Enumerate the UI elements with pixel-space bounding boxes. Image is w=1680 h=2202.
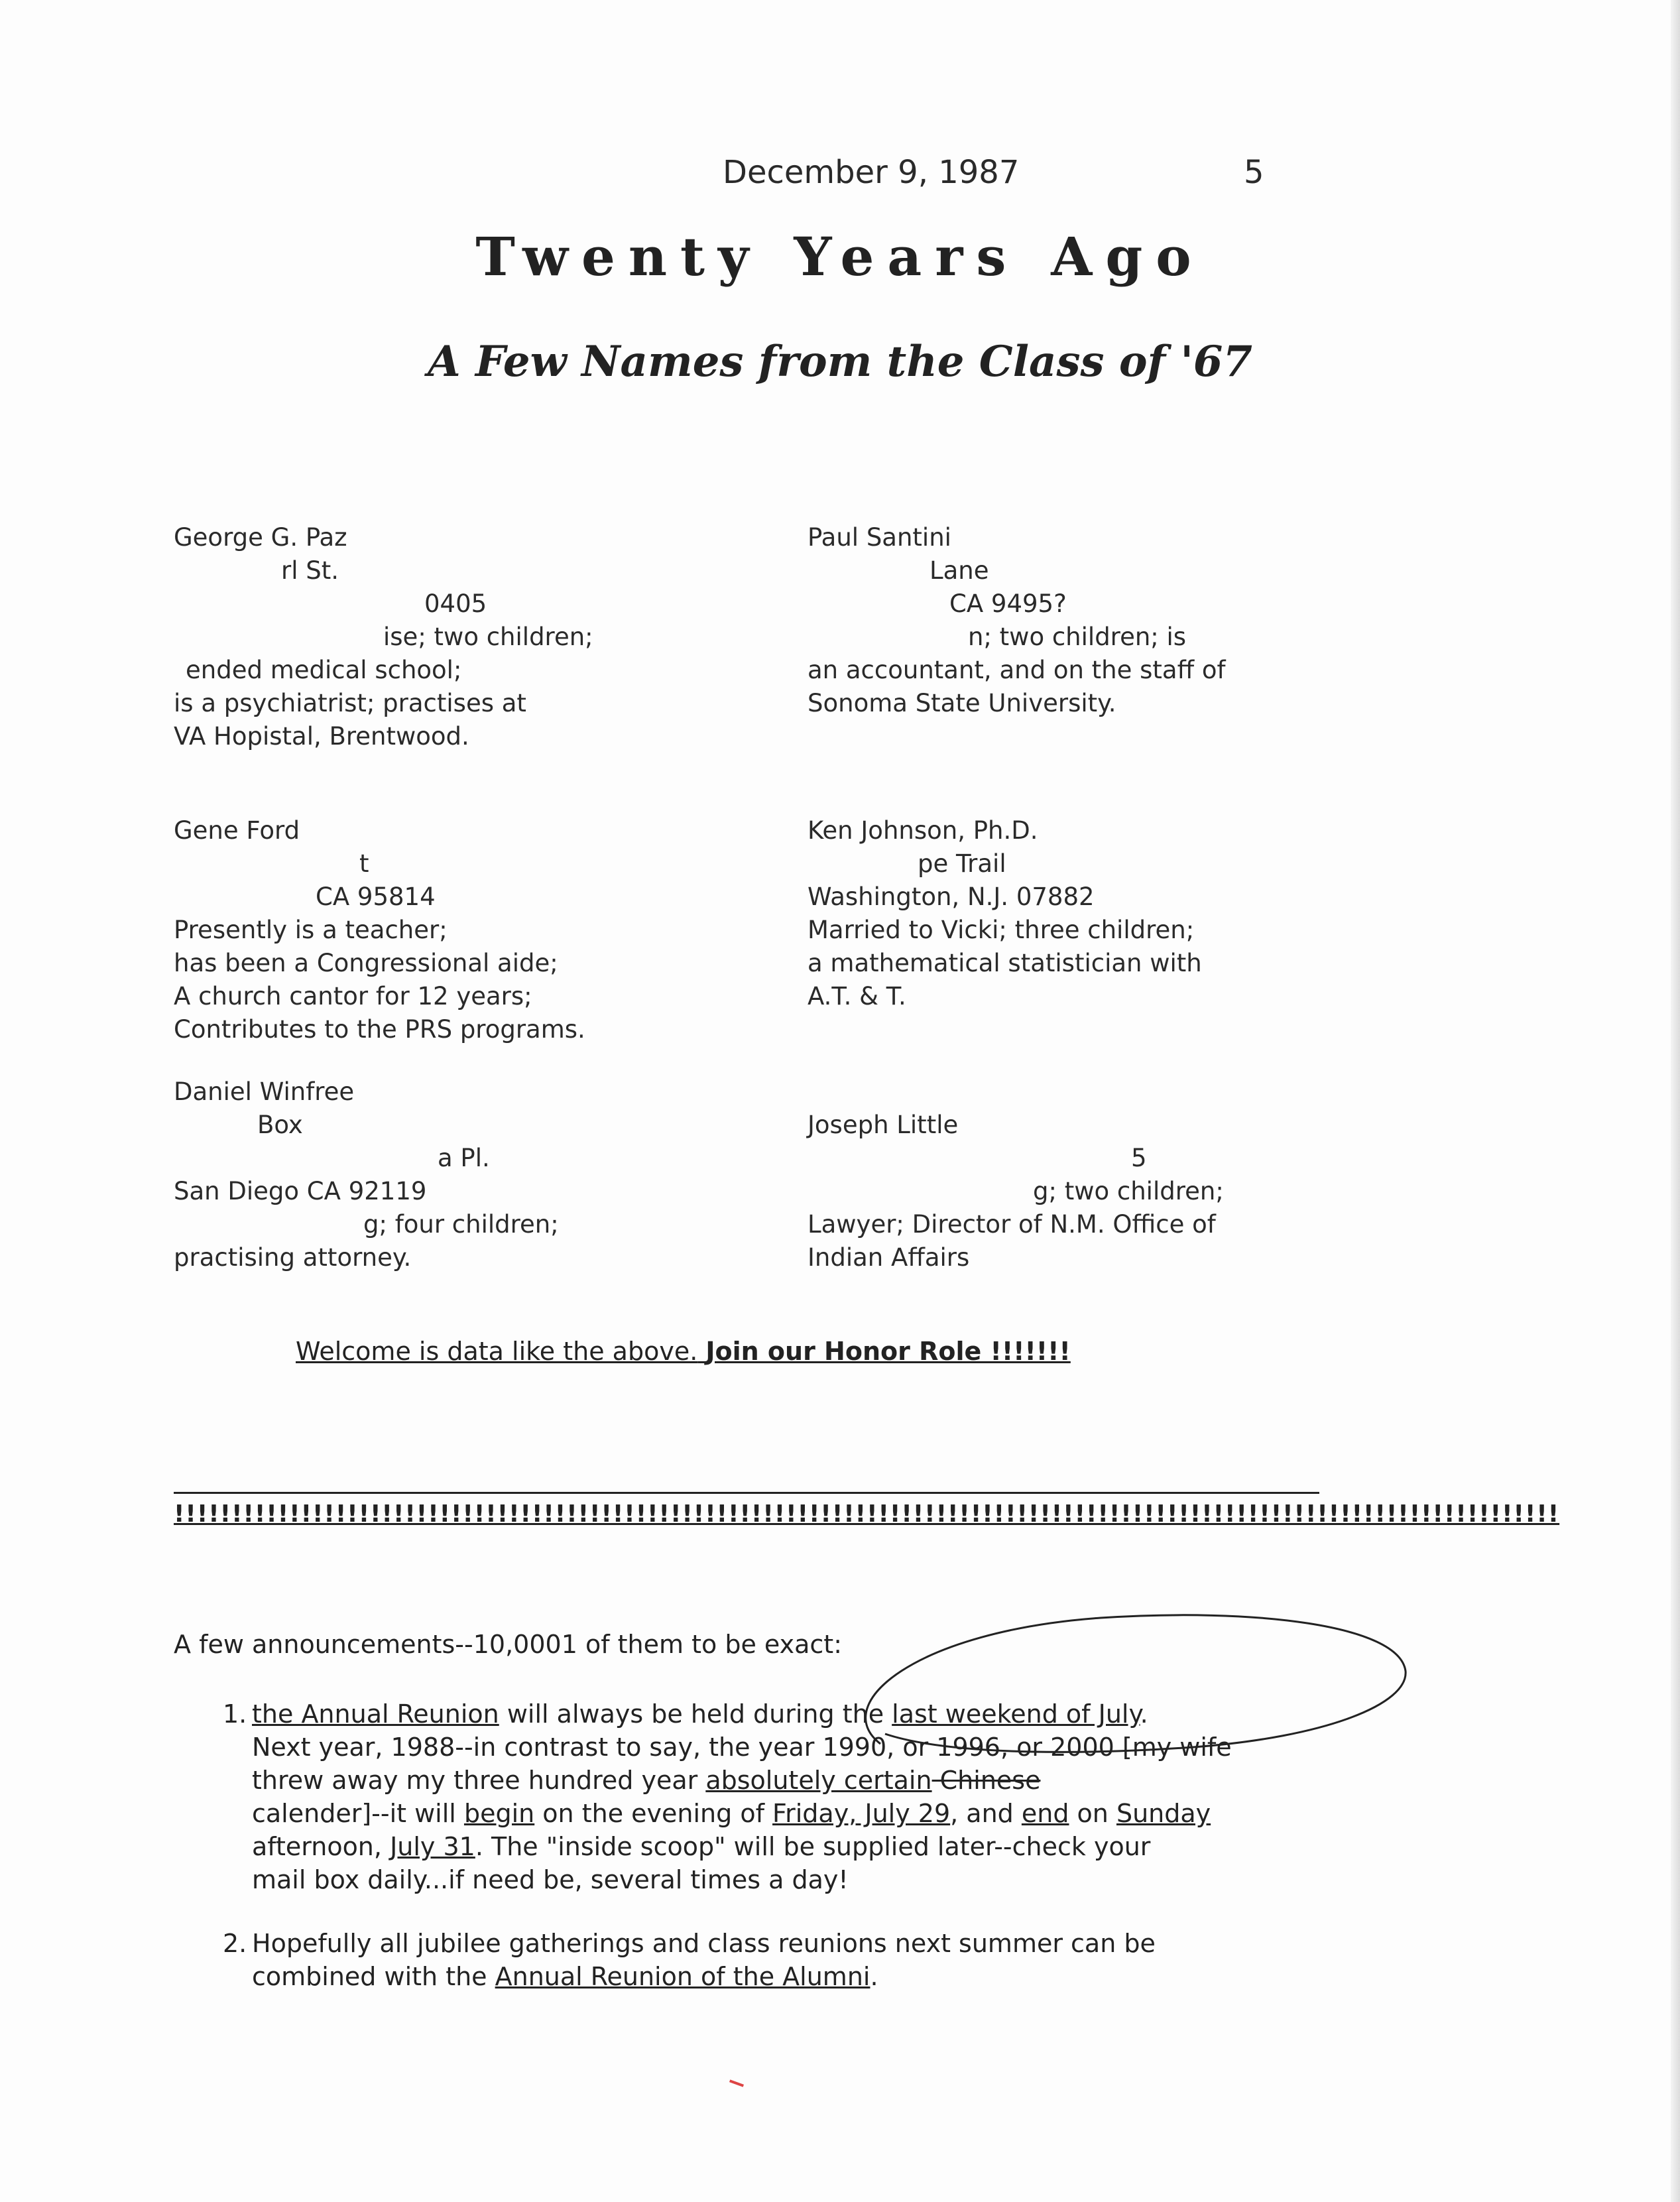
item-line: combined with the Annual Reunion of the Alumni.: [252, 1962, 878, 1991]
alumni-entry-little: [808, 1109, 1311, 1274]
entry-line: g; four children;: [363, 1210, 559, 1239]
header-date: December 9, 1987: [723, 154, 1020, 191]
alumni-entry-ford: [174, 814, 678, 1046]
page-title: Twenty Years Ago: [475, 225, 1205, 288]
alumni-entry-paz: [174, 521, 678, 753]
alumni-entry-santini: [808, 521, 1311, 720]
entry-line: Indian Affairs: [808, 1243, 970, 1272]
red-pen-mark: [729, 2079, 744, 2087]
announcements-intro: A few announcements--10,0001 of them to be exact:: [174, 1630, 843, 1659]
page-edge-shadow: [1671, 0, 1680, 2202]
entry-line: CA 95814: [316, 883, 436, 911]
announcement-item-1: [223, 1697, 1232, 1896]
entry-line: Contributes to the PRS programs.: [174, 1015, 585, 1044]
welcome-text: Welcome is data like the above.: [296, 1337, 698, 1366]
page-subtitle: A Few Names from the Class of '67: [428, 337, 1252, 387]
entry-line: VA Hopistal, Brentwood.: [174, 722, 469, 751]
entry-line: practising attorney.: [174, 1243, 412, 1272]
entry-line: a Pl.: [438, 1144, 490, 1172]
honor-roll-invitation: [296, 1337, 1071, 1366]
item-line: Hopefully all jubilee gatherings and class reunions next summer can be: [252, 1929, 1156, 1958]
entry-name: Daniel Winfree: [174, 1077, 355, 1106]
entry-line: Presently is a teacher;: [174, 916, 448, 944]
entry-line: 5: [1131, 1144, 1147, 1172]
entry-line: 0405: [424, 589, 487, 618]
entry-line: g; two children;: [1033, 1177, 1224, 1205]
item-line: afternoon, July 31. The "inside scoop" will be supplied later--check your: [252, 1832, 1151, 1861]
entry-line: A.T. & T.: [808, 982, 906, 1010]
entry-line: a mathematical statistician with: [808, 949, 1202, 977]
entry-name: Gene Ford: [174, 816, 300, 845]
announcement-item-2: [223, 1927, 1156, 1993]
entry-line: Washington, N.J. 07882: [808, 883, 1095, 911]
item-number: 2.: [223, 1929, 247, 1958]
entry-line: ise; two children;: [383, 623, 593, 651]
entry-line: ended medical school;: [186, 656, 462, 684]
entry-line: is a psychiatrist; practises at: [174, 689, 526, 717]
item-line: threw away my three hundred year absolutely certain Chinese: [252, 1766, 1041, 1795]
item-line: mail box daily...if need be, several times a day!: [252, 1865, 849, 1894]
divider-rule: [174, 1492, 1319, 1494]
item-line: Next year, 1988--in contrast to say, the year 1990, or 1996, or 2000 [my wife: [252, 1733, 1232, 1762]
entry-line: Lawyer; Director of N.M. Office of: [808, 1210, 1216, 1239]
entry-line: A church cantor for 12 years;: [174, 982, 532, 1010]
entry-line: t: [359, 849, 369, 878]
entry-line: CA 9495?: [949, 589, 1067, 618]
entry-name: Ken Johnson, Ph.D.: [808, 816, 1038, 845]
entry-name: Paul Santini: [808, 523, 951, 552]
entry-line: pe Trail: [918, 849, 1006, 878]
entry-line: Lane: [930, 556, 989, 585]
entry-line: Box: [257, 1111, 303, 1139]
item-number: 1.: [223, 1699, 247, 1729]
item-line: the Annual Reunion will always be held during the last weekend of July.: [252, 1699, 1148, 1729]
alumni-entry-winfree: [174, 1075, 678, 1274]
alumni-entry-johnson: [808, 814, 1311, 1013]
entry-line: Sonoma State University.: [808, 689, 1116, 717]
entry-line: has been a Congressional aide;: [174, 949, 558, 977]
entry-name: George G. Paz: [174, 523, 347, 552]
entry-name: Joseph Little: [808, 1111, 959, 1139]
welcome-bold-text: Join our Honor Role !!!!!!!: [705, 1337, 1071, 1366]
entry-line: San Diego CA 92119: [174, 1177, 427, 1205]
entry-line: Married to Vicki; three children;: [808, 916, 1195, 944]
item-line: calender]--it will begin on the evening of Friday, July 29, and end on Sunday: [252, 1799, 1211, 1828]
entry-line: rl St.: [281, 556, 339, 585]
exclamation-divider: !!!!!!!!!!!!!!!!!!!!!!!!!!!!!!!!!!!!!!!!!!!!!!!!!!!!!!!!!!!!!!!!!!!!!!!!!!!!!!!!!!!!!!!!!!!!!!!!!!!!!!!!!!!!!!!!!!!!!!!!: [174, 1500, 1560, 1528]
entry-line: an accountant, and on the staff of: [808, 656, 1226, 684]
header-page-number: 5: [1244, 154, 1264, 191]
entry-line: n; two children; is: [968, 623, 1187, 651]
